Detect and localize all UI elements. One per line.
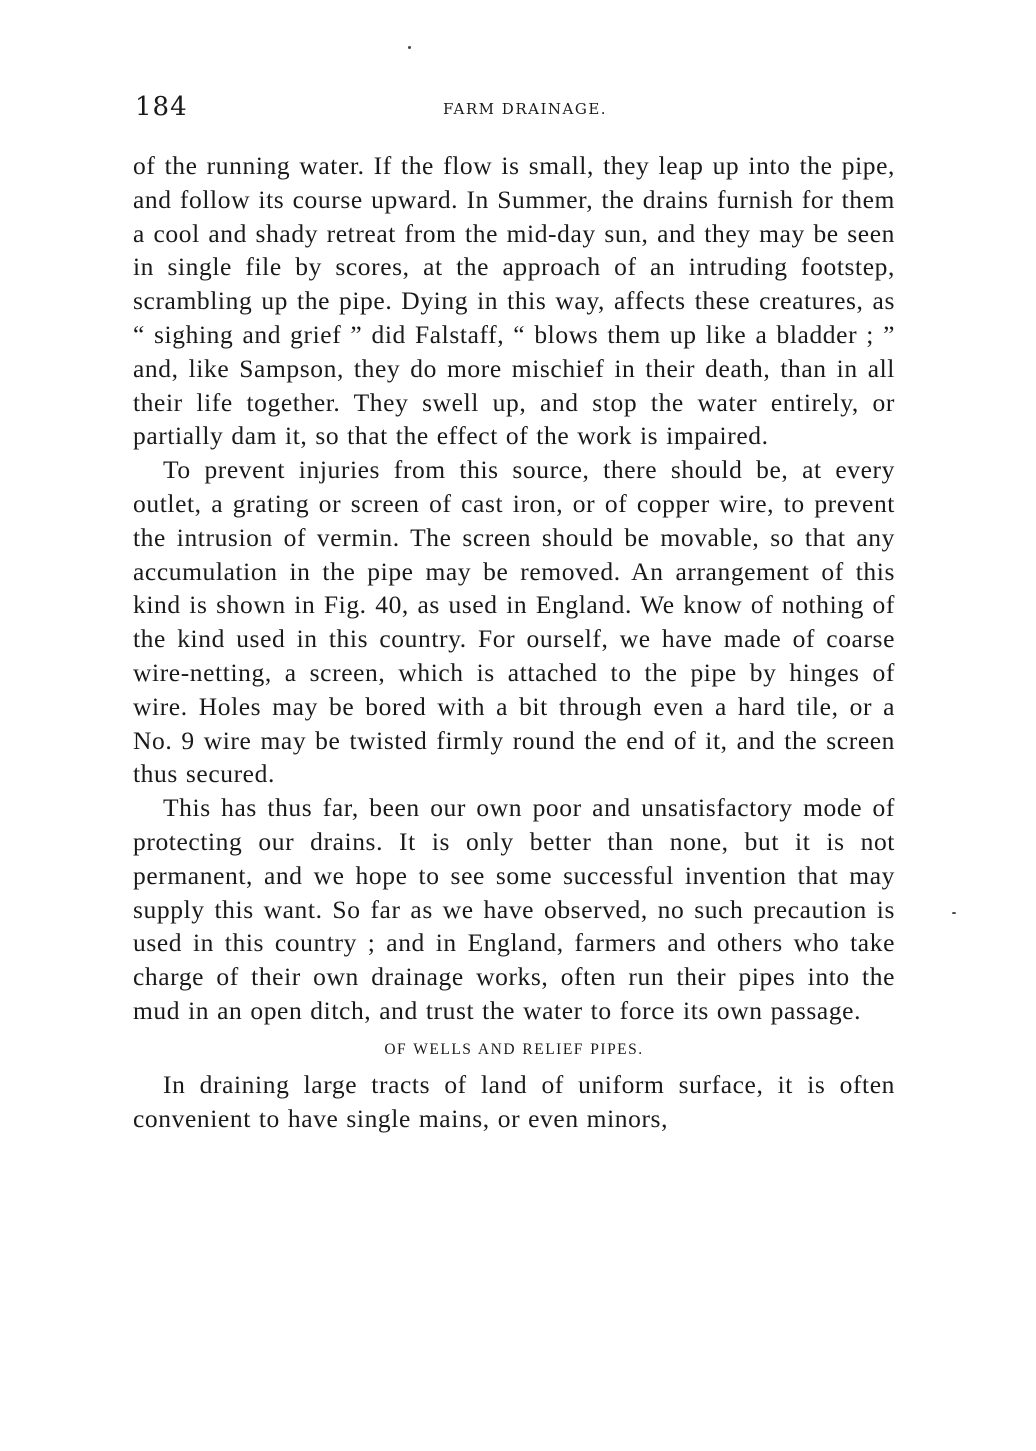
body-text (133, 149, 895, 1135)
running-head: FARM DRAINAGE. (442, 100, 608, 118)
paragraph: of the running water. If the flow is small, they leap up into the pipe, and follow its course upward. In Summer, the drains furnish for them a cool and shady retreat from the mid-day sun, and they may be seen in single file by scores, at the approach of an intruding footstep, scrambling up the pipe. Dying in this way, affects these creatures, as “ sighing and grief ” did Falstaff, “ blows them up like a bladder ; ” and, like Sampson, they do more mischief in their death, than in all their life together. They swell up, and stop the water entirely, or partially dam it, so that the effect of the work is impaired. (133, 151, 895, 451)
paragraph: This has thus far, been our own poor and unsatisfactory mode of protecting our drains. It is only better than none, but it is not permanent, and we hope to see some successful invention that may supply this want. So far as we have observed, no such precaution is used in this country ; and in England, farmers and others who take charge of their own drainage works, often run their pipes into the mud in an open ditch, and trust the water to force its own passage. (133, 793, 895, 1025)
print-speck (952, 912, 956, 914)
paragraph: In draining large tracts of land of uniform surface, it is often convenient to have single mains, or even minors, (133, 1069, 895, 1133)
page-number: 184 (135, 92, 188, 122)
section-heading: OF WELLS AND RELIEF PIPES. (384, 1040, 644, 1058)
page-header (135, 92, 895, 124)
print-speck (408, 46, 411, 49)
paragraph: To prevent injuries from this source, there should be, at every outlet, a grating or screen of cast iron, or of copper wire, to prevent the intrusion of vermin. The screen should be movable, so that any accumulation in the pipe may be removed. An arrangement of this kind is shown in Fig. 40, as used in England. We know of nothing of the kind used in this country. For ourself, we have made of coarse wire-netting, a screen, which is attached to the pipe by hinges of wire. Holes may be bored with a bit through even a hard tile, or a No. 9 wire may be twisted firmly round the end of it, and the screen thus secured. (133, 455, 895, 789)
